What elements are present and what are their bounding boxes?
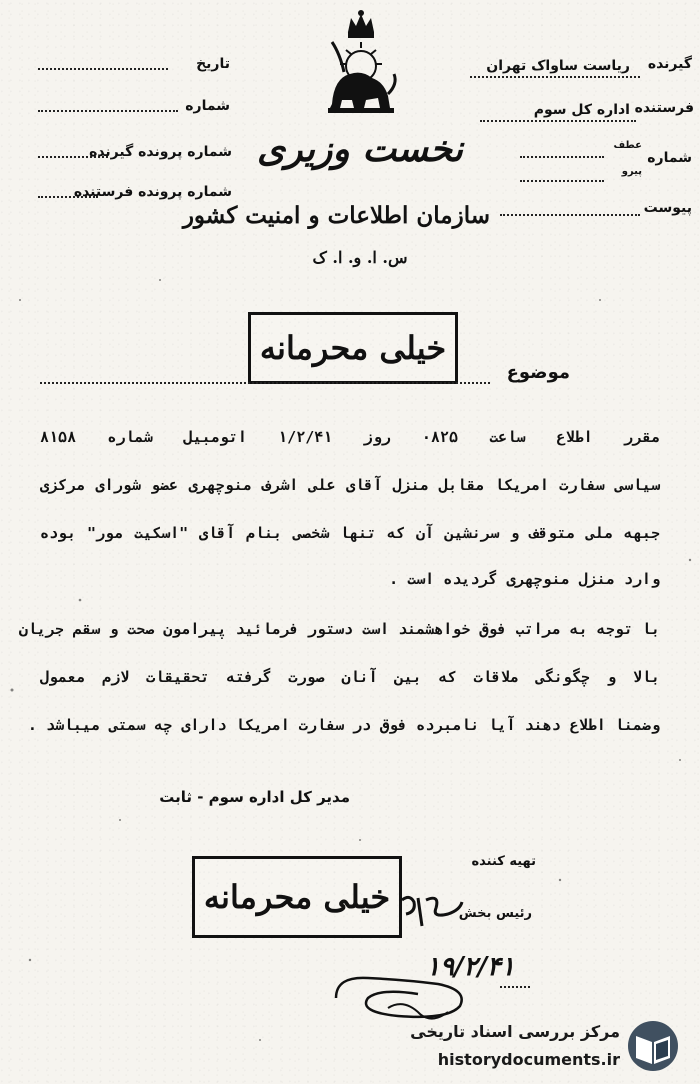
- body-line-4: وارد منزل منوچهری گردیده است .: [389, 570, 660, 588]
- body-line-3: جبهه ملی متوقف و سرنشین آن که تنها شخصی بنام آقای "اسکیت مور" بوده: [40, 524, 660, 542]
- ref-label: عطف: [613, 140, 642, 151]
- sender-value: اداره کل سوم: [533, 102, 630, 118]
- follow-label: پیرو: [621, 166, 642, 177]
- subject-label: موضوع: [506, 362, 570, 383]
- body-line-1: مقرر اطلاع ساعت ۰۸۲۵ روز ۱/۲/۴۱ اتومبیل شماره ۸۱۵۸: [40, 428, 660, 446]
- ministry-title: نخست وزیری: [256, 128, 464, 170]
- recipient-value: ریاست ساواک تهران: [486, 58, 630, 74]
- body-line-6: بالا و چگونگی ملاقات که بین آنان صورت گرفته تحقیقات لازم معمول: [40, 668, 660, 686]
- organization-code: س. ا. و. ا. ک: [312, 248, 408, 267]
- preparer-label: تهیه کننده: [471, 854, 536, 869]
- body-line-7: وضمنا اطلاع دهند آیا نامبرده فوق در سفارت امریکا دارای چه سمتی میباشد .: [27, 716, 660, 734]
- confidential-stamp-bottom: خیلی محرمانه: [192, 856, 402, 938]
- organization-title: سازمان اطلاعات و امنیت کشور: [182, 202, 490, 229]
- confidential-stamp-top: خیلی محرمانه: [248, 312, 458, 384]
- number-right-label: شماره: [647, 150, 692, 166]
- date-label: تاریخ: [196, 56, 230, 72]
- body-line-5: با توجه به مراتب فوق خواهشمند است دستور فرمائید پیرامون صحت و سقم جریان: [18, 620, 660, 638]
- sender-label: فرستنده: [634, 100, 694, 116]
- recipient-file-label: شماره پرونده گیرنده: [89, 144, 232, 160]
- body-line-2: سیاسی سفارت امریکا مقابل منزل آقای علی اشرف منوچهری عضو شورای مرکزی: [40, 476, 660, 494]
- number-label: شماره: [185, 98, 230, 114]
- attachment-label: پیوست: [643, 200, 692, 216]
- watermark-name: مرکز بررسی اسناد تاریخی: [410, 1022, 620, 1041]
- handwritten-date: ۱۹/۲/۴۱: [426, 952, 515, 982]
- recipient-label: گیرنده: [647, 56, 692, 72]
- sender-file-label: شماره پرونده فرستنده: [73, 184, 232, 200]
- director-signature-line: مدیر کل اداره سوم - ثابت: [159, 788, 350, 806]
- watermark-url: historydocuments.ir: [437, 1050, 620, 1069]
- section-head-label: رئیس بخش: [458, 906, 532, 921]
